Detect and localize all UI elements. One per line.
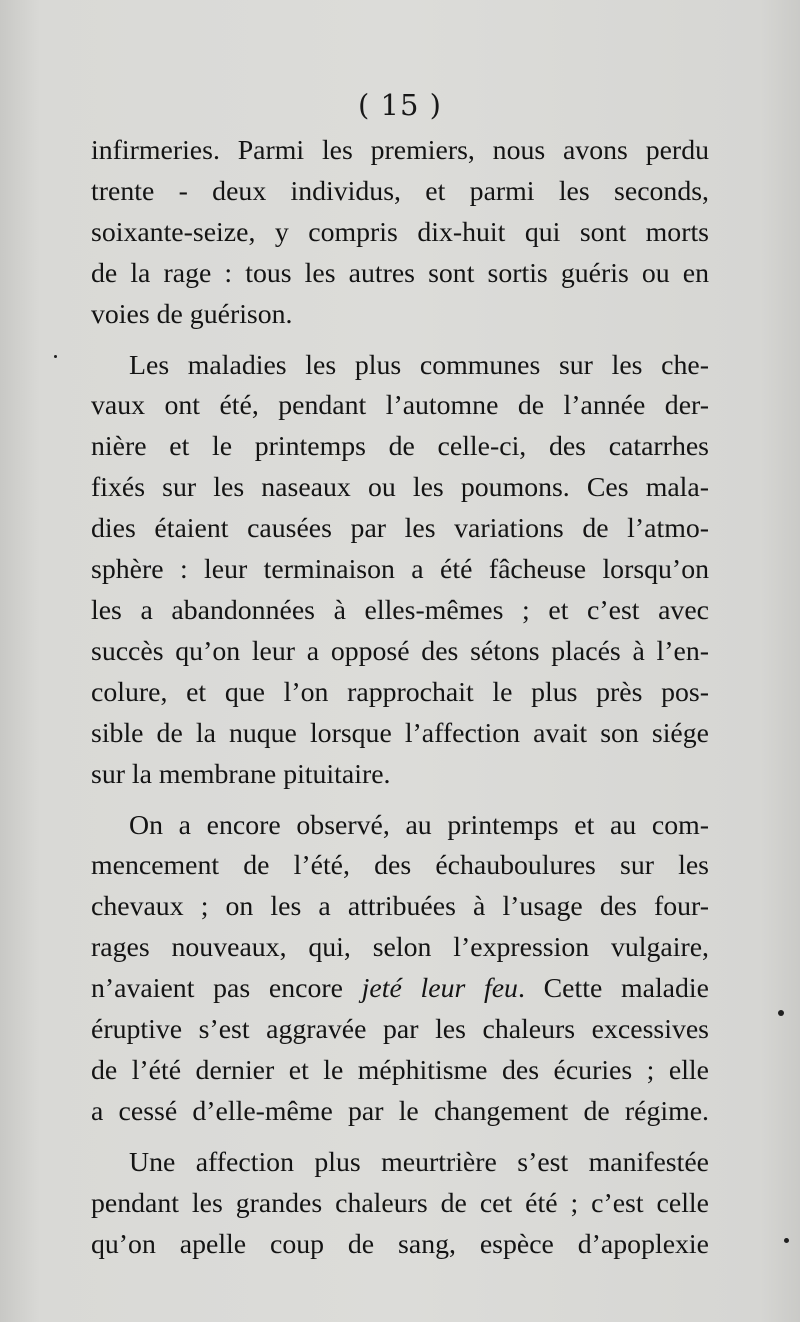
scan-speck bbox=[54, 355, 57, 358]
text-line: fixés sur les naseaux ou les poumons. Ces mala- bbox=[91, 472, 709, 504]
text-line: infirmeries. Parmi les premiers, nous avons perdu bbox=[91, 135, 709, 166]
text-line: de la rage : tous les autres sont sortis guéris ou en bbox=[91, 257, 709, 289]
paragraph-2 bbox=[91, 346, 709, 796]
text-line-with-italic bbox=[91, 969, 709, 1010]
paragraph-gap bbox=[91, 796, 709, 806]
scan-speck bbox=[778, 1010, 784, 1016]
text-line: soixante-seize, y compris dix-huit qui sont morts bbox=[91, 216, 709, 248]
page-body-text bbox=[91, 131, 709, 1265]
paragraph-3 bbox=[91, 806, 709, 1133]
paragraph-gap bbox=[91, 336, 709, 346]
text-line: sible de la nuque lorsque l’affection avait son siége bbox=[91, 717, 709, 749]
paragraph-gap bbox=[91, 1133, 709, 1143]
paragraph-1 bbox=[91, 131, 709, 336]
text-line: dies étaient causées par les variations de l’atmo- bbox=[91, 513, 709, 545]
text-line: mencement de l’été, des échauboulures sur les bbox=[91, 850, 709, 882]
paragraph-4 bbox=[91, 1143, 709, 1266]
text-line: éruptive s’est aggravée par les chaleurs excessives bbox=[91, 1014, 709, 1046]
text-line: a cessé d’elle-même par le changement de régime. bbox=[91, 1095, 709, 1127]
text-line: On a encore observé, au printemps et au com- bbox=[129, 809, 709, 841]
page-number: ( 15 ) bbox=[358, 88, 442, 122]
text-line: qu’on apelle coup de sang, espèce d’apoplexie bbox=[91, 1228, 709, 1260]
text-line: succès qu’on leur a opposé des sétons placés à l’en- bbox=[91, 635, 709, 667]
text-line: nière et le printemps de celle-ci, des catarrhes bbox=[91, 431, 709, 463]
scan-speck bbox=[784, 1238, 789, 1243]
text-line: vaux ont été, pendant l’automne de l’année der- bbox=[91, 390, 709, 422]
italic-phrase: jeté leur feu bbox=[361, 973, 518, 1005]
text-line: Une affection plus meurtrière s’est manifestée bbox=[129, 1146, 709, 1178]
text-line: voies de guérison. bbox=[91, 298, 293, 330]
text-segment: n’avaient pas encore bbox=[91, 973, 362, 1005]
text-line: trente - deux individus, et parmi les seconds, bbox=[91, 175, 709, 207]
text-line: sur la membrane pituitaire. bbox=[91, 758, 391, 790]
text-line: Les maladies les plus communes sur les che- bbox=[129, 349, 709, 381]
text-line: de l’été dernier et le méphitisme des écuries ; elle bbox=[91, 1054, 709, 1086]
text-line: rages nouveaux, qui, selon l’expression vulgaire, bbox=[91, 932, 709, 964]
text-line: sphère : leur terminaison a été fâcheuse lorsqu’on bbox=[91, 554, 709, 586]
text-line: chevaux ; on les a attribuées à l’usage des four- bbox=[91, 891, 709, 923]
text-line: pendant les grandes chaleurs de cet été ; c’est celle bbox=[91, 1187, 709, 1219]
text-line: les a abandonnées à elles-mêmes ; et c’est avec bbox=[91, 594, 709, 626]
text-line: colure, et que l’on rapprochait le plus près pos- bbox=[91, 676, 709, 708]
text-segment: . Cette maladie bbox=[517, 973, 709, 1005]
